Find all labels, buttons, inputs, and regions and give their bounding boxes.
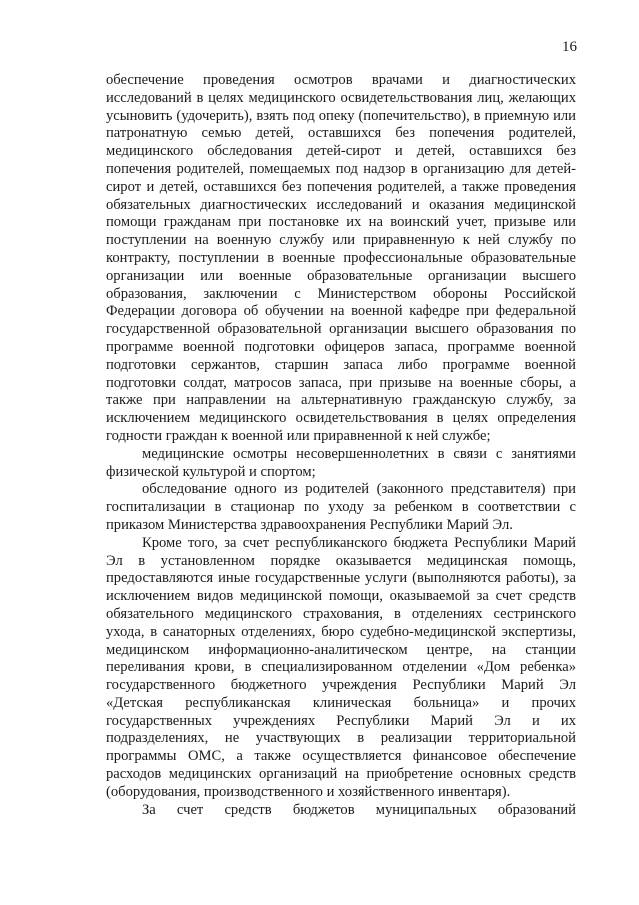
body-text xyxy=(106,72,576,819)
paragraph-medical-examinations-list: обеспечение проведения осмотров врачами и диагностических исследований в целях медицинского освидетельствования лиц, желающих усыновить (удочерить), взять под опеку (попечительство), в приемную или патронатную семью детей, оставшихся без попечения родителей, медицинского обследования детей-сирот и детей, оставшихся без попечения родителей, помещаемых под надзор в организацию для детей-сирот и детей, оставшихся без попечения родителей, а также проведения обязательных диагностических исследований и оказания медицинской помощи гражданам при постановке их на воинский учет, призыве или поступлении на военную службу или приравненную к ней службу по контракту, поступлении в военные профессиональные образовательные организации или военные образовательные организации высшего образования, заключении с Министерством обороны Российской Федерации договора об обучении на военной кафедре при федеральной государственной образовательной организации высшего образования по программе военной подготовки офицеров запаса, программе военной подготовки сержантов, старшин запаса либо программе военной подготовки солдат, матросов запаса, при призыве на военные сборы, а также при направлении на альтернативную гражданскую службу, за исключением медицинского освидетельствования в целях определения годности граждан к военной или приравненной к ней службе; xyxy=(106,72,576,444)
paragraph-republican-budget: Кроме того, за счет республиканского бюджета Республики Марий Эл в установленном порядке оказывается медицинская помощь, предоставляются иные государственные услуги (выполняются работы), за исключением видов медицинской помощи, оказываемой за счет средств обязательного медицинского страхования, в отделениях сестринского ухода, в санаторных отделениях, бюро судебно-медицинской экспертизы, медицинском информационно-аналитическом центре, на станции переливания крови, в специализированном отделении «Дом ребенка» государственного бюджетного учреждения Республики Марий Эл «Детская республиканская клиническая больница» и прочих государственных учреждениях Республики Марий Эл и их подразделениях, не участвующих в реализации территориальной программы ОМС, а также осуществляется финансовое обеспечение расходов медицинских организаций на приобретение основных средств (оборудования, производственного и хозяйственного инвентаря). xyxy=(106,534,576,800)
paragraph-minor-sports-examinations: медицинские осмотры несовершеннолетних в связи с занятиями физической культурой и спортом; xyxy=(106,445,576,480)
paragraph-municipal-budgets: За счет средств бюджетов муниципальных образований xyxy=(142,801,576,818)
paragraph-parent-hospitalization: обследование одного из родителей (законного представителя) при госпитализации в стационар по уходу за ребенком в соответствии с приказом Министерства здравоохранения Республики Марий Эл. xyxy=(106,481,576,533)
page-number: 16 xyxy=(562,39,577,55)
